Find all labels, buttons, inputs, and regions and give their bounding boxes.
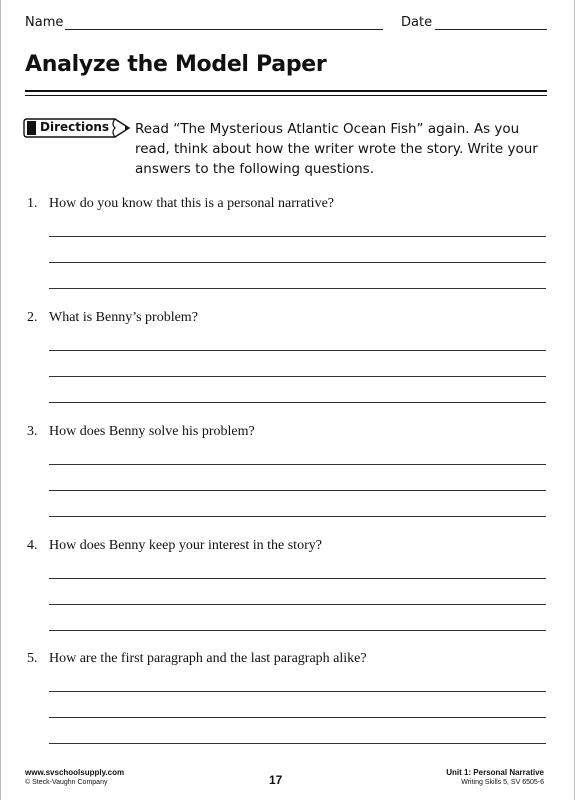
answer-line[interactable]	[49, 376, 546, 377]
question-number: 1.	[27, 196, 38, 211]
name-field-line[interactable]	[65, 29, 383, 30]
answer-line[interactable]	[49, 604, 546, 605]
answer-line[interactable]	[49, 717, 546, 718]
name-label: Name	[25, 15, 64, 30]
answer-line[interactable]	[49, 490, 546, 491]
directions-text: Read “The Mysterious Atlantic Ocean Fish” again. As you read, think about how the writer wrote the story. Write your answers to the following questions.	[135, 121, 538, 177]
question-text: How does Benny solve his problem?	[49, 424, 255, 439]
answer-line[interactable]	[49, 236, 546, 237]
answer-line[interactable]	[49, 630, 546, 631]
answer-line[interactable]	[49, 350, 546, 351]
answer-line[interactable]	[49, 464, 546, 465]
footer-unit: Unit 1: Personal Narrative	[446, 768, 544, 777]
title-rule-thin	[25, 95, 547, 96]
question-text: How do you know that this is a personal narrative?	[49, 196, 334, 211]
answer-line[interactable]	[49, 578, 546, 579]
question-3	[27, 424, 547, 440]
question-text: How are the first paragraph and the last paragraph alike?	[49, 651, 367, 666]
header-row	[25, 13, 549, 35]
footer-right	[446, 768, 544, 787]
question-text: How does Benny keep your interest in the story?	[49, 538, 322, 553]
question-number: 2.	[27, 310, 38, 325]
question-4	[27, 538, 547, 554]
title-rule-thick	[25, 90, 547, 92]
question-5	[27, 651, 547, 667]
question-number: 3.	[27, 424, 38, 439]
footer-left	[25, 768, 124, 787]
footer-book-code: Writing Skills 5, SV 6505-6	[461, 779, 544, 786]
date-field-line[interactable]	[435, 29, 547, 30]
question-2	[27, 310, 547, 326]
answer-line[interactable]	[49, 691, 546, 692]
answer-line[interactable]	[49, 402, 546, 403]
answer-line[interactable]	[49, 262, 546, 263]
question-number: 4.	[27, 538, 38, 553]
page-number: 17	[269, 773, 283, 787]
directions-tag	[23, 117, 131, 139]
question-text: What is Benny’s problem?	[49, 310, 198, 325]
footer-website: www.svschoolsupply.com	[25, 768, 125, 777]
page-title: Analyze the Model Paper	[25, 52, 327, 77]
footer-copyright: © Steck-Vaughn Company	[25, 779, 108, 786]
answer-line[interactable]	[49, 516, 546, 517]
date-label: Date	[401, 15, 433, 30]
answer-line[interactable]	[49, 743, 546, 744]
directions-label: Directions	[40, 120, 110, 134]
answer-line[interactable]	[49, 288, 546, 289]
question-1	[27, 196, 547, 212]
question-number: 5.	[27, 651, 38, 666]
